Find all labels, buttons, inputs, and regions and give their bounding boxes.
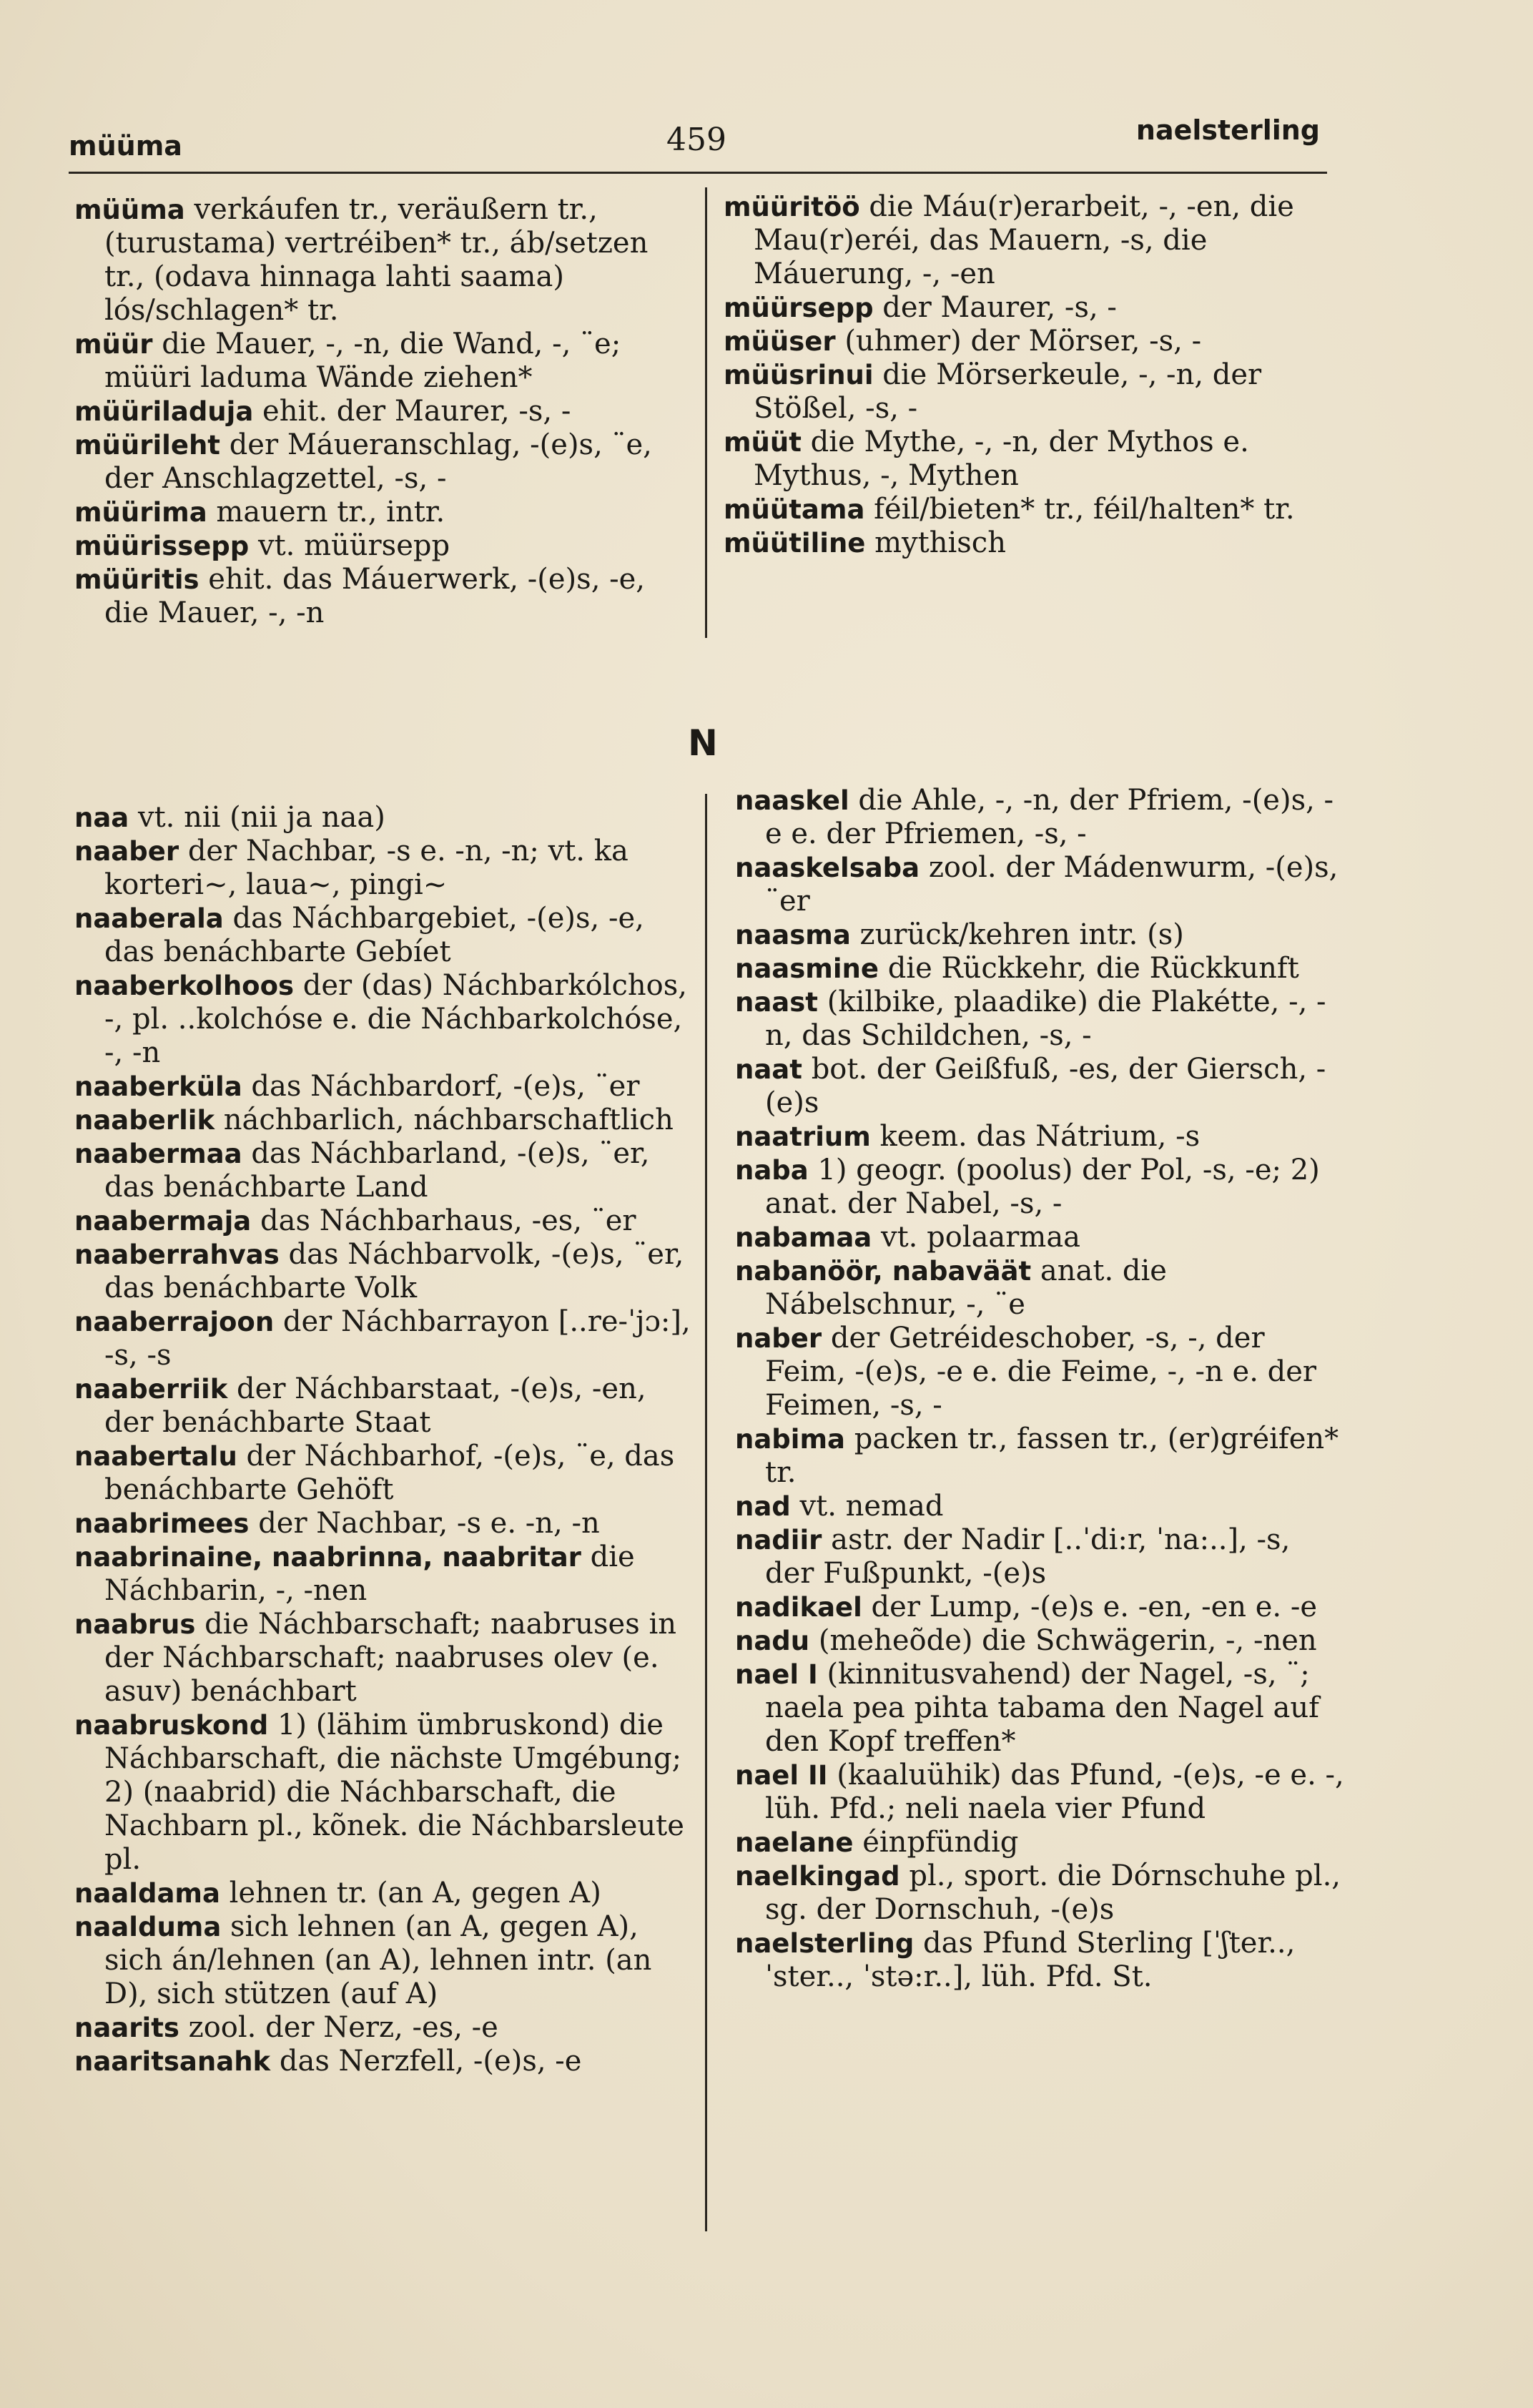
entry-headword: nad: [735, 1491, 791, 1522]
entry-headword: müüser: [724, 326, 836, 357]
dictionary-entry: [74, 395, 696, 428]
entry-definition: mythisch: [874, 526, 1006, 559]
dictionary-entry: [735, 1591, 1344, 1624]
column-top-right: [724, 190, 1339, 560]
entry-headword: nabima: [735, 1424, 845, 1455]
entry-headword: naast: [735, 987, 818, 1018]
entry-headword: naabrimees: [74, 1508, 250, 1539]
entry-definition: die Mythe, -, -n, der Mythos e. Mythus, -, Mythen: [754, 426, 1249, 492]
entry-definition: der (das) Náchbarkólchos, -, pl. ..kolchóse e. die Náchbarkolchóse, -, -n: [104, 969, 687, 1069]
entry-definition: der Nachbar, -s e. -n, -n; vt. ka korteri~, laua~, pingi~: [104, 835, 629, 901]
dictionary-entry: [74, 1070, 698, 1104]
dictionary-entry: [74, 328, 696, 395]
entry-headword: naaberrahvas: [74, 1239, 280, 1270]
entry-headword: nabamaa: [735, 1222, 872, 1253]
entry-headword: nael I: [735, 1659, 818, 1690]
dictionary-entry: [735, 1254, 1344, 1322]
column-divider: [705, 187, 707, 638]
dictionary-entry: [735, 1154, 1344, 1221]
entry-definition: vt. nii (nii ja naa): [138, 801, 385, 834]
entry-definition: der Náchbarrayon [..re-ˈjɔ:], -s, -s: [104, 1305, 691, 1372]
entry-definition: 1) (lähim ümbruskond) die Náchbarschaft, die nächste Umgébung; 2) (naabrid) die Náchbarschaft, die Nachbarn pl., kõnek. die Náchbarsleute pl.: [104, 1709, 684, 1876]
dictionary-entry: [735, 851, 1344, 918]
entry-headword: naaberriik: [74, 1374, 228, 1405]
entry-definition: éinpfündig: [862, 1826, 1019, 1859]
entry-definition: das Náchbarvolk, -(e)s, ¨er, das benáchbarte Volk: [104, 1238, 684, 1304]
entry-headword: naaber: [74, 836, 179, 867]
entry-headword: naaberkolhoos: [74, 970, 295, 1001]
dictionary-entry: [74, 801, 698, 835]
column-bottom-right: [735, 784, 1344, 1994]
entry-headword: naasmine: [735, 953, 879, 984]
column-bottom-left: [74, 801, 698, 2078]
section-letter: N: [688, 722, 718, 764]
dictionary-entry: [74, 1608, 698, 1709]
dictionary-entry: [724, 493, 1339, 526]
entry-headword: naabermaa: [74, 1139, 242, 1169]
entry-definition: (meheõde) die Schwägerin, -, -nen: [818, 1624, 1317, 1657]
dictionary-entry: [735, 1927, 1344, 1994]
entry-headword: müürsepp: [724, 293, 874, 323]
entry-definition: packen tr., fassen tr., (er)gréifen* tr.: [765, 1422, 1339, 1489]
entry-headword: müüt: [724, 427, 802, 458]
column-divider: [705, 794, 707, 2231]
entry-headword: müüritöö: [724, 192, 860, 222]
entry-headword: nadikael: [735, 1592, 862, 1623]
dictionary-entry: [735, 986, 1344, 1053]
entry-definition: mauern tr., intr.: [216, 496, 445, 529]
entry-definition: der Nachbar, -s e. -n, -n: [258, 1507, 600, 1540]
entry-definition: die Máu(r)erarbeit, -, -en, die Mau(r)eréi, das Mauern, -s, die Máuerung, -, -en: [754, 190, 1294, 290]
entry-headword: naarits: [74, 2013, 179, 2043]
entry-definition: der Lump, -(e)s e. -en, -en e. -e: [871, 1591, 1318, 1623]
dictionary-entry: [735, 1658, 1344, 1759]
dictionary-entry: [74, 428, 696, 496]
dictionary-entry: [74, 1372, 698, 1440]
entry-definition: das Náchbargebiet, -(e)s, -e, das benáchbarte Gebíet: [104, 902, 644, 968]
dictionary-entry: [724, 190, 1339, 291]
entry-headword: nael II: [735, 1760, 828, 1791]
dictionary-entry: [735, 1759, 1344, 1826]
entry-headword: müürima: [74, 497, 207, 528]
entry-definition: (kaaluühik) das Pfund, -(e)s, -e e. -, lüh. Pfd.; neli naela vier Pfund: [765, 1759, 1344, 1825]
entry-definition: der Náchbarstaat, -(e)s, -en, der benáchbarte Staat: [104, 1372, 646, 1439]
entry-headword: naba: [735, 1155, 809, 1186]
entry-definition: náchbarlich, náchbarschaftlich: [223, 1104, 674, 1136]
entry-definition: vt. müürsepp: [258, 529, 450, 562]
entry-definition: die Náchbarin, -, -nen: [104, 1540, 635, 1607]
entry-headword: naalduma: [74, 1912, 222, 1942]
dictionary-entry: [735, 1053, 1344, 1120]
dictionary-entry: [74, 1305, 698, 1372]
dictionary-entry: [735, 1221, 1344, 1254]
entry-definition: die Náchbarschaft; naabruses in der Náchbarschaft; naabruses olev (e. asuv) benáchbart: [104, 1608, 677, 1708]
dictionary-entry: [74, 2045, 698, 2078]
entry-definition: vt. nemad: [799, 1490, 944, 1523]
dictionary-entry: [735, 1859, 1344, 1927]
entry-headword: naatrium: [735, 1121, 871, 1152]
entry-definition: (uhmer) der Mörser, -s, -: [844, 325, 1202, 358]
entry-headword: naasma: [735, 920, 851, 950]
dictionary-entry: [724, 325, 1339, 358]
entry-headword: müür: [74, 329, 153, 360]
entry-definition: ehit. der Maurer, -s, -: [262, 395, 571, 428]
entry-definition: der Máueranschlag, -(e)s, ¨e, der Anschlagzettel, -s, -: [104, 428, 652, 495]
right-guideword: naelsterling: [1135, 114, 1320, 146]
dictionary-entry: [74, 1709, 698, 1877]
dictionary-entry: [735, 1826, 1344, 1859]
dictionary-entry: [724, 426, 1339, 493]
dictionary-entry: [74, 1507, 698, 1540]
dictionary-entry: [74, 529, 696, 563]
entry-definition: lehnen tr. (an A, gegen A): [229, 1877, 601, 1910]
entry-headword: naaberrajoon: [74, 1307, 275, 1337]
dictionary-entry: [735, 1322, 1344, 1422]
dictionary-entry: [735, 1624, 1344, 1658]
entry-definition: pl., sport. die Dórnschuhe pl., sg. der Dornschuh, -(e)s: [765, 1859, 1341, 1926]
dictionary-entry: [735, 784, 1344, 851]
entry-definition: das Nerzfell, -(e)s, -e: [279, 2045, 582, 2078]
entry-headword: müürissepp: [74, 531, 250, 561]
dictionary-entry: [74, 563, 696, 630]
entry-definition: 1) geogr. (poolus) der Pol, -s, -e; 2) anat. der Nabel, -s, -: [765, 1154, 1320, 1220]
entry-headword: naat: [735, 1054, 802, 1085]
entry-definition: der Náchbarhof, -(e)s, ¨e, das benáchbarte Gehöft: [104, 1440, 675, 1506]
entry-definition: féil/bieten* tr., féil/halten* tr.: [874, 493, 1295, 526]
dictionary-entry: [735, 1120, 1344, 1154]
entry-definition: zool. der Mádenwurm, -(e)s, ¨er: [765, 851, 1339, 918]
entry-headword: naabertalu: [74, 1441, 237, 1472]
entry-headword: nadu: [735, 1626, 810, 1656]
entry-definition: keem. das Nátrium, -s: [879, 1120, 1201, 1153]
dictionary-entry: [74, 496, 696, 529]
entry-headword: naelsterling: [735, 1928, 915, 1959]
dictionary-entry: [735, 1490, 1344, 1523]
dictionary-entry: [74, 1910, 698, 2011]
entry-definition: (kinnitusvahend) der Nagel, -s, ¨; naela pea pihta tabama den Nagel auf den Kopf treffen*: [765, 1658, 1319, 1758]
entry-definition: die Mörserkeule, -, -n, der Stößel, -s, -: [754, 358, 1262, 425]
entry-headword: naaskelsaba: [735, 852, 920, 883]
dictionary-entry: [74, 193, 696, 328]
entry-definition: astr. der Nadir [..ˈdi:r, ˈna:..], -s, der Fußpunkt, -(e)s: [765, 1523, 1291, 1590]
entry-definition: das Náchbarhaus, -es, ¨er: [260, 1204, 636, 1237]
dictionary-entry: [74, 902, 698, 969]
entry-headword: naber: [735, 1323, 822, 1354]
entry-definition: zurück/kehren intr. (s): [859, 918, 1184, 951]
entry-headword: müütama: [724, 494, 865, 525]
entry-definition: ehit. das Máuerwerk, -(e)s, -e, die Mauer, -, -n: [104, 563, 646, 629]
entry-headword: naaberlik: [74, 1105, 215, 1136]
dictionary-entry: [724, 526, 1339, 560]
entry-headword: naaberala: [74, 903, 224, 934]
entry-headword: naa: [74, 802, 129, 833]
entry-headword: naabruskond: [74, 1710, 269, 1741]
entry-definition: sich lehnen (an A, gegen A), sich án/lehnen (an A), lehnen intr. (an D), sich stützen (auf A): [104, 1910, 652, 2010]
entry-definition: die Mauer, -, -n, die Wand, -, ¨e; müüri laduma Wände ziehen*: [104, 328, 621, 394]
entry-definition: zool. der Nerz, -es, -e: [188, 2011, 498, 2044]
dictionary-entry: [74, 1137, 698, 1204]
entry-headword: naelane: [735, 1827, 854, 1858]
dictionary-entry: [735, 952, 1344, 986]
entry-definition: (kilbike, plaadike) die Plakétte, -, -n, das Schildchen, -s, -: [765, 986, 1326, 1052]
entry-headword: müüma: [74, 195, 185, 225]
entry-headword: naelkingad: [735, 1861, 900, 1892]
entry-definition: der Getréideschober, -s, -, der Feim, -(e)s, -e e. die Feime, -, -n e. der Feimen, -s, -: [765, 1322, 1317, 1422]
left-guideword: müüma: [69, 130, 182, 162]
entry-headword: naabrus: [74, 1609, 196, 1640]
entry-definition: der Maurer, -s, -: [882, 291, 1117, 324]
page-header: [69, 114, 1327, 174]
entry-definition: verkáufen tr., veräußern tr., (turustama) vertréiben* tr., áb/setzen tr., (odava hinnaga lahti saama) lós/schlagen* tr.: [104, 193, 649, 327]
entry-headword: naaberküla: [74, 1071, 242, 1102]
dictionary-entry: [74, 1104, 698, 1137]
entry-definition: das Pfund Sterling [ˈʃter.., ˈster.., ˈstə:r..], lüh. Pfd. St.: [765, 1927, 1296, 1993]
entry-headword: müüsrinui: [724, 360, 874, 390]
entry-headword: müüriladuja: [74, 396, 254, 427]
dictionary-entry: [74, 1204, 698, 1238]
entry-definition: das Náchbarland, -(e)s, ¨er, das benáchbarte Land: [104, 1137, 650, 1204]
entry-headword: müürileht: [74, 430, 220, 461]
entry-headword: naaritsanahk: [74, 2046, 271, 2077]
entry-headword: nabanöör, nabaväät: [735, 1256, 1032, 1287]
dictionary-entry: [74, 969, 698, 1070]
dictionary-entry: [724, 358, 1339, 426]
entry-definition: die Rückkehr, die Rückkunft: [887, 952, 1299, 985]
entry-headword: nadiir: [735, 1525, 822, 1556]
dictionary-entry: [74, 2011, 698, 2045]
entry-headword: müüritis: [74, 564, 199, 595]
dictionary-entry: [74, 1440, 698, 1507]
dictionary-entry: [735, 918, 1344, 952]
column-top-left: [74, 193, 696, 630]
entry-headword: naaldama: [74, 1878, 220, 1909]
dictionary-entry: [724, 291, 1339, 325]
dictionary-entry: [74, 1540, 698, 1608]
entry-headword: naabrinaine, naabrinna, naabritar: [74, 1542, 581, 1573]
entry-headword: naaskel: [735, 785, 849, 816]
entry-definition: vt. polaarmaa: [880, 1221, 1081, 1254]
dictionary-entry: [735, 1422, 1344, 1490]
entry-headword: naabermaja: [74, 1206, 252, 1237]
dictionary-entry: [735, 1523, 1344, 1591]
entry-headword: müütiline: [724, 528, 866, 559]
entry-definition: bot. der Geißfuß, -es, der Giersch, -(e)s: [765, 1053, 1326, 1119]
dictionary-entry: [74, 1238, 698, 1305]
dictionary-entry: [74, 835, 698, 902]
dictionary-entry: [74, 1877, 698, 1910]
entry-definition: die Ahle, -, -n, der Pfriem, -(e)s, -e e. der Pfriemen, -s, -: [765, 784, 1334, 850]
entry-definition: anat. die Nábelschnur, -, ¨e: [765, 1254, 1167, 1321]
page-number: 459: [666, 122, 726, 158]
entry-definition: das Náchbardorf, -(e)s, ¨er: [251, 1070, 640, 1103]
